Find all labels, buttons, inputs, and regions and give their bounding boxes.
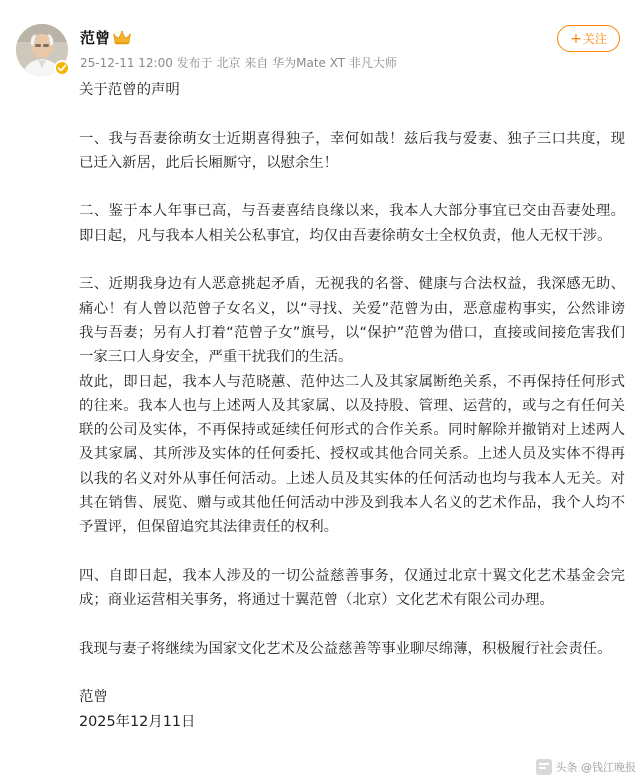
- plus-icon: +: [570, 30, 582, 47]
- crown-icon: [113, 30, 131, 46]
- post-header: [0, 0, 644, 80]
- follow-button[interactable]: [557, 25, 620, 52]
- post-title: 关于范曾的声明: [79, 82, 180, 98]
- paragraph-3-continued: 故此，即日起，我本人与范晓蕙、范仲达二人及其家属断绝关系，不再保持任何形式的往来。我本人也与上述两人及其家属、以及持股、管理、运营的，或与之有任何关联的公司及实体，不再保持或延续任何形式的合作关系。同时解除并撤销对上述两人及其家属、其所涉及实体的任何委托、授权或其他合同关系。上述人员及实体不得再以我的名义对外从事任何活动。上述人员及其实体的任何活动也均与我本人无关。对其在销售、展览、赠与或其他任何活动中涉及到我本人名义的艺术作品，我个人均不予置评，但保留追究其法律责任的权利。: [79, 373, 625, 536]
- paragraph-2: 二、鉴于本人年事已高，与吾妻喜结良缘以来，我本人大部分事宜已交由吾妻处理。即日起，凡与我本人相关公私事宜，均仅由吾妻徐萌女士全权负责，他人无权干涉。: [79, 203, 625, 244]
- username[interactable]: 范曾: [80, 29, 111, 47]
- verified-badge-icon: [54, 60, 70, 76]
- follow-button-label: 关注: [582, 32, 607, 46]
- paragraph-closing: 我现与妻子将继续为国家文化艺术及公益慈善等事业聊尽绵薄，积极履行社会责任。: [79, 640, 612, 657]
- signature: 范曾: [79, 689, 108, 706]
- post-date: 2025年12月11日: [79, 713, 196, 730]
- paragraph-3: 三、近期我身边有人恶意挑起矛盾，无视我的名誉、健康与合法权益，我深感无助、痛心！有人曾以范曾子女名义，以“寻找、关爱”范曾为由，恶意虚构事实，公然诽谤我与吾妻；另有人打着“范曾子女”旗号，以“保护”范曾为借口，直接或间接危害我们一家三口人身安全，严重干扰我们的生活。: [79, 276, 625, 366]
- watermark-text: 头条 @钱江晚报: [555, 761, 636, 774]
- toutiao-logo-icon: [535, 758, 553, 776]
- post-meta: 25-12-11 12:00 发布于 北京 来自 华为Mate XT 非凡大师: [80, 56, 397, 70]
- paragraph-1: 一、我与吾妻徐萌女士近期喜得独子，幸何如哉！兹后我与爱妻、独子三口共度，现已迁入新居，此后长厢厮守，以慰余生！: [79, 130, 625, 171]
- paragraph-4: 四、自即日起，我本人涉及的一切公益慈善事务，仅通过北京十翼文化艺术基金会完成；商业运营相关事务，将通过十翼范曾（北京）文化艺术有限公司办理。: [79, 567, 625, 609]
- post-content: [79, 78, 625, 734]
- watermark: [535, 758, 637, 776]
